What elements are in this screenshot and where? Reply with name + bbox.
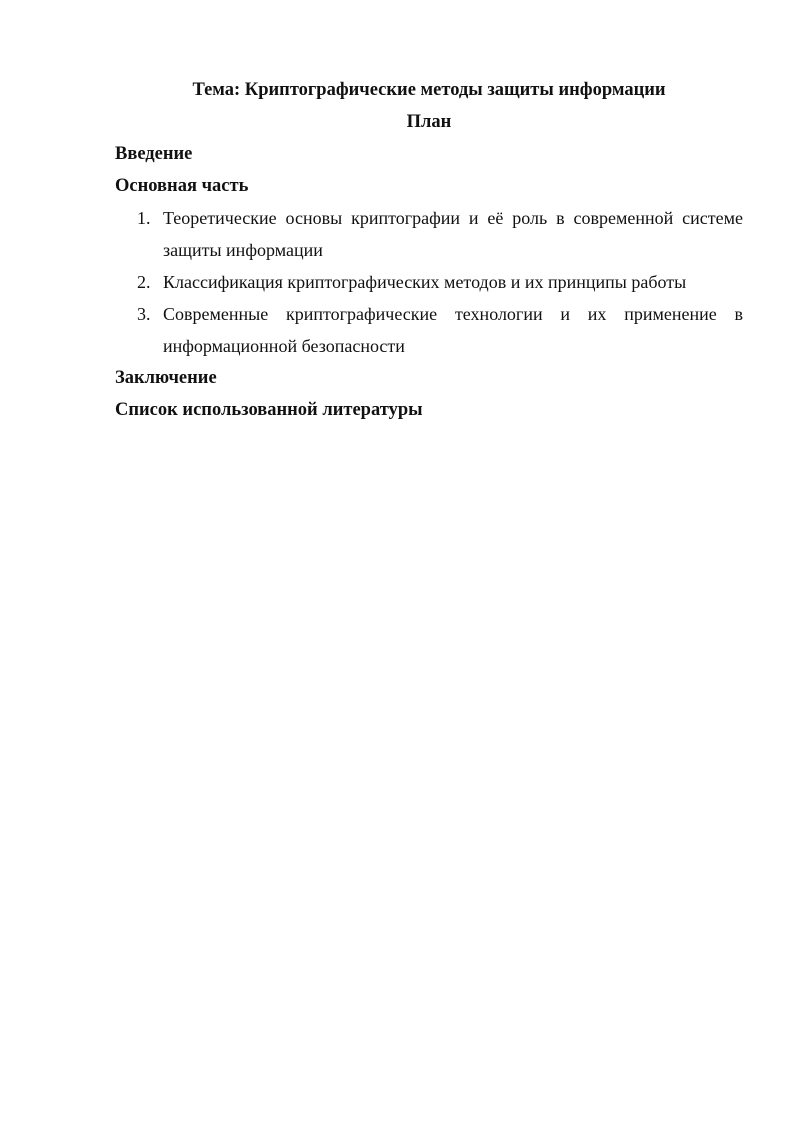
section-main-part: Основная часть (115, 176, 249, 196)
plan-item (115, 266, 743, 298)
section-introduction: Введение (115, 144, 193, 164)
plan-item-number: 3. (137, 304, 151, 324)
plan-item-number: 2. (137, 272, 151, 292)
section-conclusion: Заключение (115, 368, 217, 388)
plan-item-text: Теоретические основы криптографии и её роль в современной системе защиты информации (163, 208, 743, 260)
plan-item-text: Современные криптографические технологии и их применение в информационной безопасности (163, 304, 743, 356)
plan-item (115, 298, 743, 362)
topic-title: Тема: Криптографические методы защиты информации (192, 80, 666, 100)
plan-item-text: Классификация криптографических методов и их принципы работы (163, 272, 687, 292)
plan-list (115, 202, 743, 362)
plan-item (115, 202, 743, 266)
document-content (115, 74, 743, 426)
plan-item-number: 1. (137, 208, 151, 228)
section-references: Список использованной литературы (115, 400, 423, 420)
plan-heading: План (406, 112, 452, 132)
